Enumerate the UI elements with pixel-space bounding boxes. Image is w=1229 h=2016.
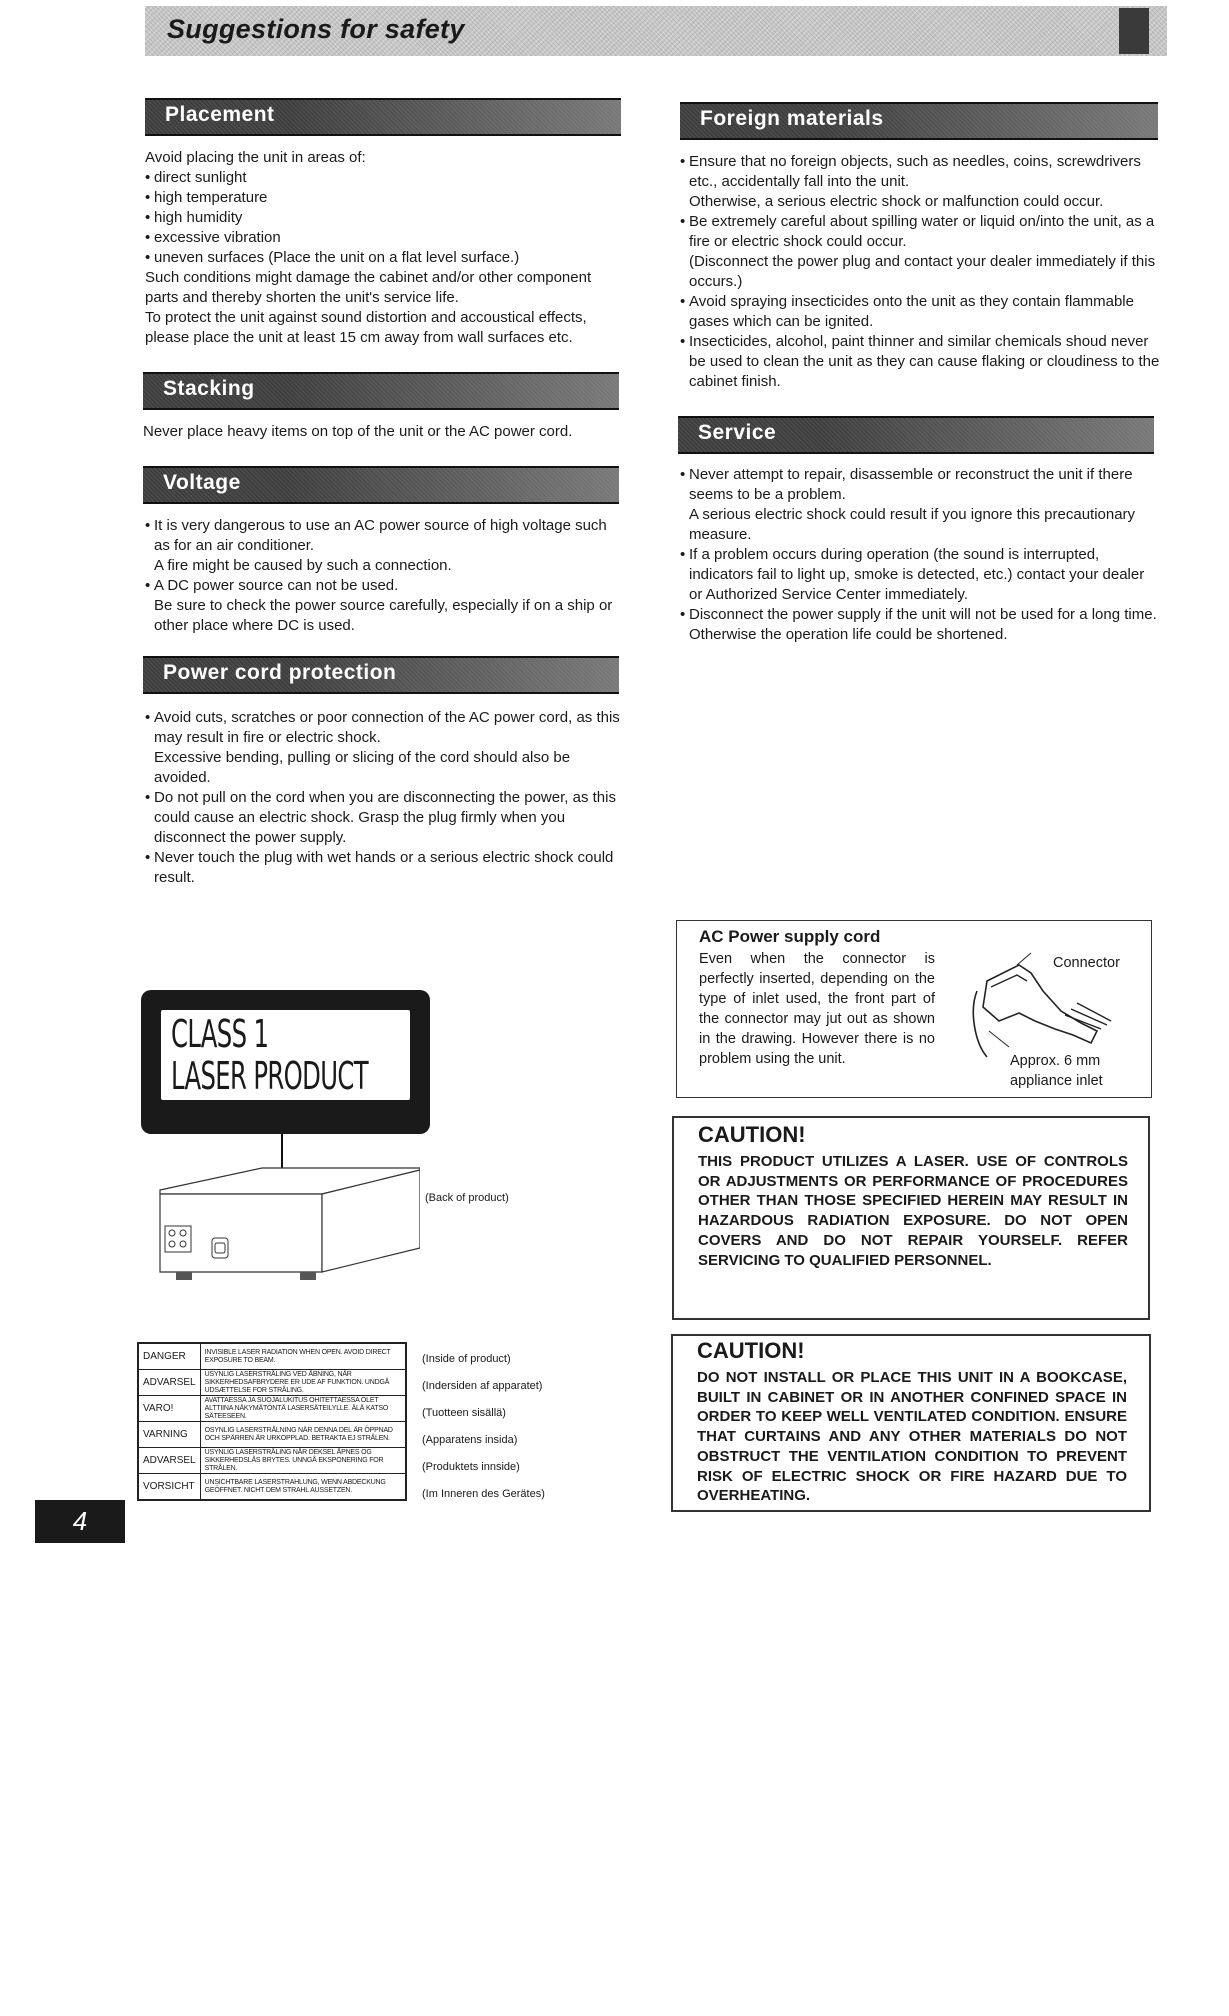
stacking-section (143, 422, 623, 442)
caution-ventilation-text: DO NOT INSTALL OR PLACE THIS UNIT IN A BOOKCASE, BUILT IN CABINET OR IN ANOTHER CONFINED SPACE IN ORDER TO KEEP WELL VENTILATED CONDITION. ENSURE THAT CURTAINS AND ANY OTHER MATERIALS DO NOT OBSTRUCT THE VENTILATION CONDITION TO PREVENT RISK OF ELECTRIC SHOCK OR FIRE HAZARD DUE TO OVERHEATING. (697, 1369, 1127, 1505)
voltage-b2-sub: Be sure to check the power source carefully, especially if on a ship or other place where DC is used. (154, 597, 613, 634)
list-item (680, 465, 1160, 545)
power-cord-list (145, 708, 623, 888)
ac-power-cord-box (676, 920, 1152, 1098)
voltage-section (145, 516, 625, 636)
list-item: • If a problem occurs during operation (the sound is interrupted, indicators fail to light up, smoke is detected, etc.) contact your dealer or Authorized Service Center immediately. (680, 545, 1160, 605)
list-item: • Avoid spraying insecticides onto the unit as they contain flammable gases which can be ignited. (680, 292, 1160, 332)
voltage-header (143, 466, 619, 504)
list-item (145, 708, 623, 788)
warning-lang: ADVARSEL (138, 1370, 200, 1396)
table-row (138, 1343, 406, 1370)
power-cord-b1: Avoid cuts, scratches or poor connection of the AC power cord, as this may result in fire or electric shock. (154, 709, 620, 746)
warning-msg: USYNLIG LASERSTRÅLING VED ÅBNING, NÅR SIKKERHEDSAFBRYDERE ER UDE AF FUNKTION. UNDGÅ UDSÆTTELSE FOR STRÅLING. (200, 1370, 406, 1396)
list-item: • Insecticides, alcohol, paint thinner and similar chemicals shoud never be used to clean the unit as they can cause flaking or cloudiness to the cabinet finish. (680, 332, 1160, 392)
warning-lang: ADVARSEL (138, 1448, 200, 1474)
laser-label-inner (161, 1010, 410, 1100)
placement-section (145, 148, 625, 348)
list-item: • high humidity (145, 208, 625, 228)
warning-location: (Tuotteen sisällä) (422, 1407, 506, 1419)
table-row (138, 1422, 406, 1448)
table-row (138, 1370, 406, 1396)
list-item: • Never touch the plug with wet hands or a serious electric shock could result. (145, 848, 623, 888)
list-item (145, 516, 625, 576)
caution-ventilation-title: CAUTION! (697, 1338, 805, 1363)
voltage-heading: Voltage (163, 471, 241, 494)
voltage-b1-sub: A fire might be caused by such a connection. (154, 557, 452, 574)
foreign-heading: Foreign materials (700, 107, 884, 130)
placement-para1: Such conditions might damage the cabinet and/or other component parts and thereby shorten the unit's service life. (145, 269, 592, 306)
laser-class-label (141, 990, 430, 1134)
warning-location: (Produktets innside) (422, 1461, 520, 1473)
foreign-b1-sub: Otherwise, a serious electric shock or malfunction could occur. (689, 193, 1104, 210)
voltage-list (145, 516, 625, 636)
service-heading: Service (698, 421, 777, 444)
list-item (680, 212, 1160, 292)
warning-msg: OSYNLIG LASERSTRÅLNING NÄR DENNA DEL ÄR ÖPPNAD OCH SPÄRREN ÄR URKOPPLAD. BETRAKTA EJ STRÅLEN. (200, 1422, 406, 1448)
caution-ventilation-content (697, 1336, 1127, 1506)
service-b1: Never attempt to repair, disassemble or reconstruct the unit if there seems to be a problem. (689, 466, 1133, 503)
warning-msg: AVATTAESSA JA SUOJALUKITUS OHITETTAESSA OLET ALTTIINA NÄKYMÄTÖNTÄ LASERSÄTEILYLLE. ÄLÄ KATSO SÄTEESEEN. (200, 1396, 406, 1422)
list-item: • Disconnect the power supply if the unit will not be used for a long time. Otherwise the operation life could be shortened. (680, 605, 1160, 645)
warning-location-notes (422, 1346, 545, 1508)
inlet-label: appliance inlet (1010, 1073, 1103, 1089)
power-cord-b1-sub: Excessive bending, pulling or slicing of the cord should also be avoided. (154, 749, 571, 786)
power-cord-section (145, 708, 623, 888)
warning-location: (Indersiden af apparatet) (422, 1380, 543, 1392)
voltage-b1: It is very dangerous to use an AC power source of high voltage such as for an air conditioner. (154, 517, 607, 554)
table-row (138, 1396, 406, 1422)
page-title: Suggestions for safety (167, 14, 465, 44)
foreign-b1: Ensure that no foreign objects, such as needles, coins, screwdrivers etc., accidentally fall into the unit. (689, 153, 1141, 190)
foreign-section (680, 152, 1160, 392)
page-number: 4 (35, 1500, 125, 1543)
warning-lang: VORSICHT (138, 1474, 200, 1501)
list-item: • direct sunlight (145, 168, 625, 188)
caution-laser-title: CAUTION! (698, 1122, 806, 1147)
stacking-text: Never place heavy items on top of the unit or the AC power cord. (143, 423, 573, 440)
list-item (145, 576, 625, 636)
placement-heading: Placement (165, 103, 275, 126)
warning-location: (Apparatens insida) (422, 1434, 518, 1446)
placement-list (145, 168, 625, 268)
warning-msg: INVISIBLE LASER RADIATION WHEN OPEN. AVOID DIRECT EXPOSURE TO BEAM. (200, 1343, 406, 1370)
list-item: • high temperature (145, 188, 625, 208)
list-item: • excessive vibration (145, 228, 625, 248)
caution-laser-text: THIS PRODUCT UTILIZES A LASER. USE OF CONTROLS OR ADJUSTMENTS OR PERFORMANCE OF PROCEDURES OTHER THAN THOSE SPECIFIED HEREIN MAY RESULT IN HAZARDOUS RADIATION EXPOSURE. DO NOT OPEN COVERS AND DO NOT REPAIR YOURSELF. REFER SERVICING TO QUALIFIED PERSONNEL. (698, 1153, 1128, 1269)
stacking-heading: Stacking (163, 377, 255, 400)
power-cord-heading: Power cord protection (163, 661, 397, 684)
service-section (680, 465, 1160, 645)
placement-header (145, 98, 621, 136)
warning-location: (Im Inneren des Gerätes) (422, 1488, 545, 1500)
warning-msg: USYNLIG LASERSTRÅLING NÅR DEKSEL ÅPNES OG SIKKERHEDSLÅS BRYTES. UNNGÅ EKSPONERING FOR STRÅLEN. (200, 1448, 406, 1474)
caution-laser-content (698, 1120, 1128, 1270)
service-list (680, 465, 1160, 645)
laser-product-text: LASER PRODUCT (171, 1054, 368, 1098)
foreign-b2-sub: (Disconnect the power plug and contact your dealer immediately if this occurs.) (689, 253, 1156, 290)
foreign-b2: Be extremely careful about spilling water or liquid on/into the unit, as a fire or electric shock could occur. (689, 213, 1155, 250)
placement-intro: Avoid placing the unit in areas of: (145, 149, 366, 166)
approx-label: Approx. 6 mm (1010, 1053, 1101, 1069)
service-header (678, 416, 1154, 454)
placement-para2: To protect the unit against sound distortion and accoustical effects, please place the unit at least 15 cm away from wall surfaces etc. (145, 309, 587, 346)
connector-label: Connector (1053, 955, 1120, 971)
warning-lang: DANGER (138, 1343, 200, 1370)
ac-cord-title: AC Power supply cord (699, 927, 881, 946)
ac-cord-text: Even when the connector is perfectly inserted, depending on the type of inlet used, the front part of the connector may jut out as shown in the drawing. However there is no problem using the unit. (699, 951, 935, 1067)
foreign-list (680, 152, 1160, 392)
table-row (138, 1474, 406, 1501)
top-banner (145, 6, 1167, 56)
warning-msg: UNSICHTBARE LASERSTRAHLUNG, WENN ABDECKUNG GEÖFFNET. NICHT DEM STRAHL AUSSETZEN. (200, 1474, 406, 1501)
caution-ventilation-box (671, 1334, 1151, 1512)
product-back-illustration (150, 1130, 420, 1285)
caution-laser-box (672, 1116, 1150, 1320)
warning-location: (Inside of product) (422, 1353, 511, 1365)
voltage-b2: A DC power source can not be used. (154, 577, 399, 594)
laser-class-text: CLASS 1 (171, 1012, 269, 1056)
banner-corner-mark (1119, 8, 1149, 54)
list-item (680, 152, 1160, 212)
list-item: • Do not pull on the cord when you are disconnecting the power, as this could cause an electric shock. Grasp the plug firmly when you disconnect the power supply. (145, 788, 623, 848)
list-item: • uneven surfaces (Place the unit on a flat level surface.) (145, 248, 625, 268)
stacking-header (143, 372, 619, 410)
foreign-header (680, 102, 1158, 140)
service-b1-sub: A serious electric shock could result if you ignore this precautionary measure. (689, 506, 1136, 543)
warning-lang: VARO! (138, 1396, 200, 1422)
power-cord-header (143, 656, 619, 694)
table-row (138, 1448, 406, 1474)
laser-warning-table (137, 1342, 407, 1501)
back-of-product-note: (Back of product) (425, 1192, 509, 1204)
warning-lang: VARNING (138, 1422, 200, 1448)
